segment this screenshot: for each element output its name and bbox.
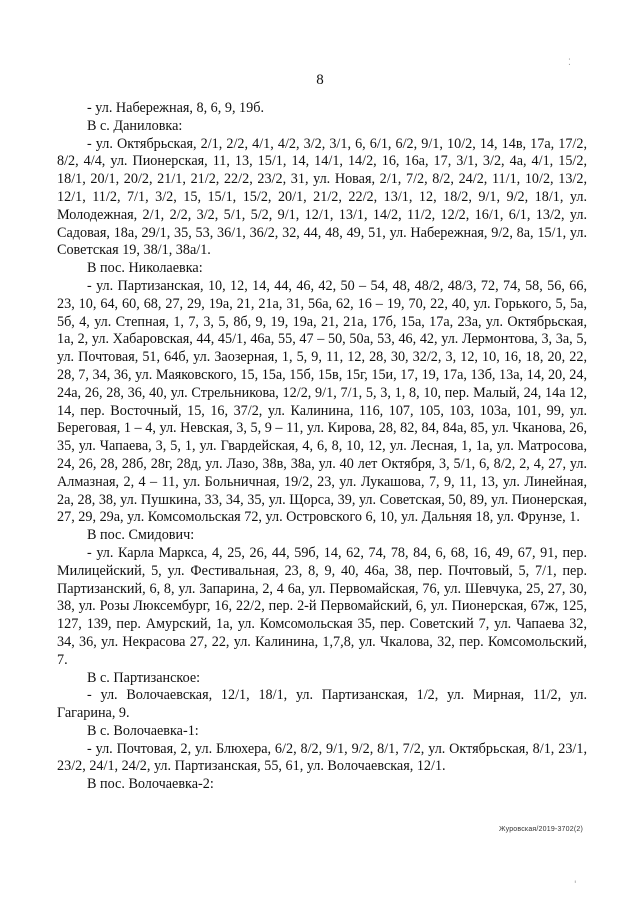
scan-mark: ' — [574, 880, 577, 890]
document-body — [57, 100, 587, 794]
street-list: - ул. Волочаевская, 12/1, 18/1, ул. Партизанская, 1/2, ул. Мирная, 11/2, ул. Гагарина, 9. — [57, 687, 587, 722]
street-list: - ул. Партизанская, 10, 12, 14, 44, 46, 42, 50 – 54, 48, 48/2, 48/3, 72, 74, 58, 56, 66, 23, 10, 64, 60, 68, 27, 29, 19а, 21, 21а, 31, 56а, 62, 16 – 19, 70, 22, 40, ул. Горького, 5, 5а, 5б, 4, ул. Степная, 1, 7, 3, 5, 8б, 9, 19, 19а, 21, 21а, 17б, 15а, 17а, 23а, ул. Октябрьская, 1а, 2, ул. Хабаровская, 44, 45/1, 46а, 55, 47 – 50, 50а, 53, 46, 42, ул. Лермонтова, 3, 3а, 5, ул. Почтовая, 51, 64б, ул. Заозерная, 1, 5, 9, 11, 12, 28, 30, 32/2, 3, 12, 10, 16, 18, 20, 22, 28, 7, 34, 36, ул. Маяковского, 15, 15а, 15б, 15в, 15г, 15и, 17, 19, 17а, 13б, 13а, 14, 20, 24, 24а, 26, 28, 36, 40, ул. Стрельникова, 12/2, 9/1, 7/1, 5, 3, 1, 8, 10, пер. Малый, 24, 14а 12, 14, пер. Восточный, 15, 16, 37/2, ул. Калинина, 116, 107, 105, 103, 103а, 101, 99, ул. Береговая, 1 – 4, ул. Невская, 3, 5, 9 – 11, ул. Кирова, 28, 82, 84, 84а, 85, ул. Чканова, 26, 35, ул. Чапаева, 3, 5, 1, ул. Гвардейская, 4, 6, 8, 10, 12, ул. Лесная, 1, 1а, ул. Матросова, 24, 26, 28, 28б, 28г, 28д, ул. Лазо, 38в, 38а, ул. 40 лет Октября, 3, 5/1, 6, 8/2, 2, 4, 27, ул. Алмазная, 2, 4 – 11, ул. Больничная, 19/2, 23, ул. Лукашова, 7, 9, 11, 13, ул. Линейная, 2а, 28, 38, ул. Пушкина, 33, 34, 35, ул. Щорса, 39, ул. Советская, 50, 89, ул. Пионерская, 27, 29, 29а, ул. Комсомольская 72, ул. Островского 6, 10, ул. Дальняя 18, ул. Фрунзе, 1. — [57, 277, 587, 526]
settlement-heading: В пос. Волочаевка-2: — [87, 776, 214, 793]
street-list: - ул. Почтовая, 2, ул. Блюхера, 6/2, 8/2, 9/1, 9/2, 8/1, 7/2, ул. Октябрьская, 8/1, 23/1, 23/2, 24/1, 24/2, ул. Партизанская, 55, 61, ул. Волочаевская, 12/1. — [57, 740, 587, 775]
page-number: 8 — [316, 72, 324, 88]
street-list: - ул. Набережная, 8, 6, 9, 19б. — [87, 100, 265, 116]
settlement-heading: В пос. Николаевка: — [87, 260, 203, 277]
street-list: - ул. Карла Маркса, 4, 25, 26, 44, 59б, 14, 62, 74, 78, 84, 6, 68, 16, 49, 67, 91, пер. Милицейский, 5, ул. Фестивальная, 23, 8, 9, 40, 46а, 38, пер. Почтовый, 5, 7/1, пер. Партизанский, 6, 8, ул. Запарина, 2, 4 6а, ул. Первомайская, 76, ул. Шевчука, 25, 27, 30, 38, ул. Розы Люксембург, 16, 22/2, пер. 2-й Первомайский, 6, ул. Пионерская, 67ж, 125, 127, 139, пер. Амурский, 1а, ул. Комсомольская 35, пер. Советский 7, ул. Чапаева 32, 34, 36, ул. Некрасова 27, 22, ул. Калинина, 1,7,8, ул. Чкалова, 32, пер. Комсомольский, 7. — [57, 544, 587, 668]
scan-mark: ⁚ — [568, 58, 571, 68]
street-list: - ул. Октябрьская, 2/1, 2/2, 4/1, 4/2, 3/2, 3/1, 6, 6/1, 6/2, 9/1, 10/2, 14, 14в, 17а, 17/2, 8/2, 4/4, ул. Пионерская, 11, 13, 15/1, 14, 14/1, 14/2, 16, 16а, 17, 3/1, 3/2, 4а, 4/1, 15/2, 18/1, 20/1, 20/2, 21/1, 21/2, 22/2, 23/2, 31, ул. Новая, 2/1, 7/2, 8/2, 24/2, 11/1, 10/2, 13/2, 12/1, 11/2, 7/1, 3/2, 15, 15/1, 15/2, 20/1, 21/2, 22/2, 13/1, 12, 18/2, 9/1, 9/2, 18/1, ул. Молодежная, 2/1, 2/2, 3/2, 5/1, 5/2, 9/1, 12/1, 13/1, 14/2, 11/2, 12/2, 16/1, 6/1, 13/2, ул. Садовая, 18а, 29/1, 35, 53, 36/1, 36/2, 32, 44, 48, 49, 51, ул. Набережная, 9/2, 8а, 15/1, ул. Советская 19, 38/1, 38а/1. — [57, 135, 587, 259]
document-footer-code: Журовская/2019-3702(2) — [498, 826, 583, 833]
settlement-heading: В с. Волочаевка-1: — [87, 722, 199, 739]
settlement-heading: В с. Партизанское: — [87, 669, 201, 686]
settlement-heading: В пос. Смидович: — [87, 527, 195, 544]
settlement-heading: В с. Даниловка: — [87, 117, 183, 134]
